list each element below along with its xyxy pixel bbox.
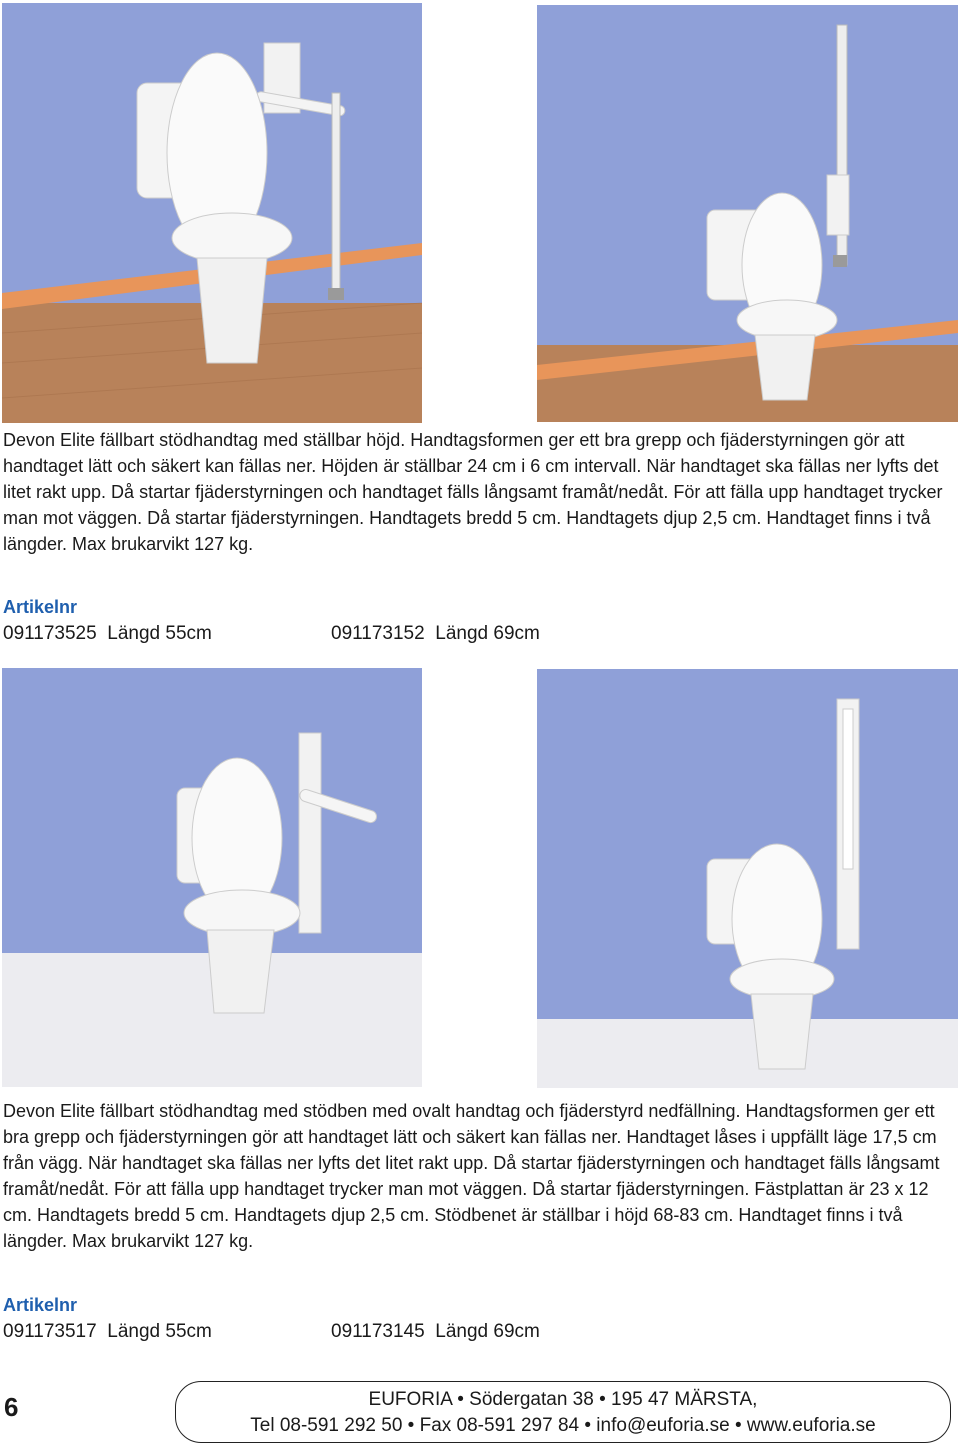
article-item [331,1321,540,1343]
article-length: Längd 55cm [107,1321,212,1342]
article-item [3,1321,212,1343]
article-list [3,1321,903,1347]
article-list [3,623,903,649]
page-number: 6 [4,1392,19,1422]
article-number: 091173525 [3,623,97,644]
product-description-2: Devon Elite fällbart stödhandtag med stödben med ovalt handtag och fjäderstyrd nedfällning. Handtagsformen ger ett bra grepp och fjäderstyrningen gör att handtaget lätt och säkert kan fällas ner. Handtaget låses i uppfällt läge 17,5 cm från vägg. När handtaget ska fällas ner lyfts det litet rakt upp. Då startar fjäderstyrningen och handtaget fälls långsamt framåt/nedåt. För att fälla upp handtaget trycker man mot väggen. Då startar fjäderstyrningen. Fästplattan är 23 x 12 cm. Handtagets bredd 5 cm. Handtagets djup 2,5 cm. Stödbenet är ställbar i höjd 68-83 cm. Handtaget finns i två längder. Max brukarvikt 127 kg. [3,1101,940,1251]
article-item [3,623,212,645]
article-length: Längd 69cm [435,623,540,644]
article-number: 091173145 [331,1321,425,1342]
article-number: 091173517 [3,1321,97,1342]
article-length: Längd 55cm [107,623,212,644]
product-photo-oval-grab-rail-up [537,669,958,1088]
article-item [331,623,540,645]
footer-contact-box [175,1381,951,1443]
product-description-1: Devon Elite fällbart stödhandtag med ställbar höjd. Handtagsformen ger ett bra grepp och fjäderstyrningen gör att handtaget lätt och säkert kan fällas ner. Höjden är ställbar 24 cm i 6 cm intervall. När handtaget ska fällas ner lyfts det litet rakt upp. Då startar fjäderstyrningen och handtaget fälls långsamt framåt/nedåt. För att fälla upp handtaget trycker man mot väggen. Då startar fjäderstyrningen. Handtagets bredd 5 cm. Handtagets djup 2,5 cm. Handtaget finns i två längder. Max brukarvikt 127 kg. [3,430,943,554]
article-number-heading: Artikelnr [3,1295,78,1315]
product-photo-grab-rail-with-leg [2,3,422,423]
article-number: 091173152 [331,623,425,644]
article-number-heading: Artikelnr [3,597,78,617]
footer-address: EUFORIA • Södergatan 38 • 195 47 MÄRSTA, [368,1389,758,1410]
footer-contact: Tel 08-591 292 50 • Fax 08-591 297 84 • info@euforia.se • www.euforia.se [250,1415,876,1436]
product-photo-grab-rail-folded-up [537,5,958,422]
product-photo-oval-grab-rail-down [2,668,422,1087]
article-length: Längd 69cm [435,1321,540,1342]
